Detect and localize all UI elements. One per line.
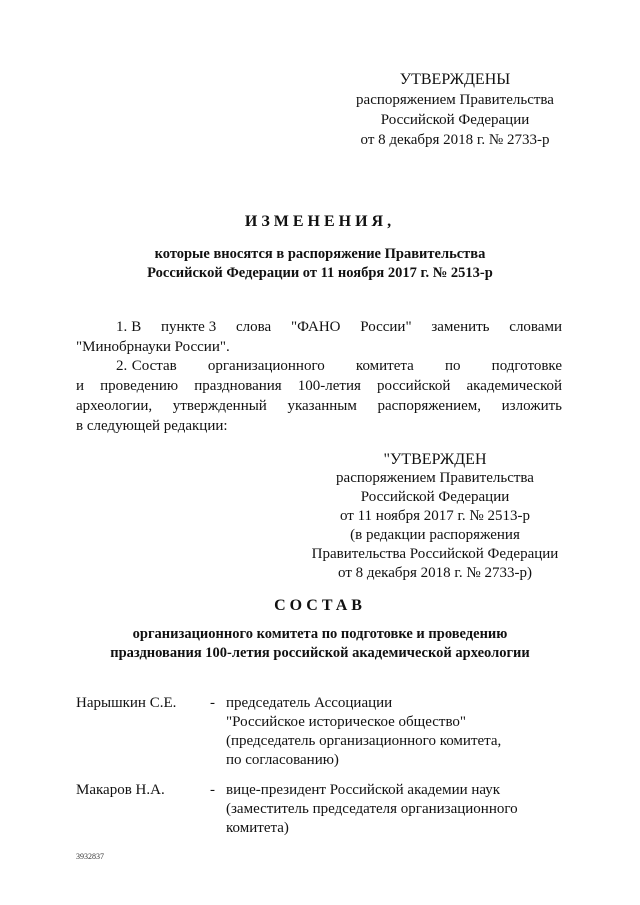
approved-quote-block: [300, 450, 570, 583]
changes-subtitle: [120, 245, 520, 283]
member-name: Макаров Н.А.: [76, 782, 165, 798]
changes-title: ИЗМЕНЕНИЯ,: [244, 213, 396, 230]
document-number: 3932837: [76, 852, 104, 861]
member-role-line: вице-президент Российской академии наук: [226, 782, 501, 798]
member-dash: -: [210, 782, 215, 798]
member-role-line: (заместитель председателя организационного: [226, 801, 518, 817]
item-1-line: 1. В пункте 3 слова "ФАНО России" заменить словами: [116, 319, 562, 335]
member-role-line: "Российское историческое общество": [226, 714, 467, 730]
item-2-line: 2. Состав организационного комитета по подготовке: [116, 358, 562, 374]
approval-block: [340, 70, 570, 150]
approved-quote-line: распоряжением Правительства: [336, 470, 534, 486]
approved-quote-line: от 11 ноября 2017 г. № 2513-р: [340, 508, 530, 524]
approved-quote-line: от 8 декабря 2018 г. № 2733-р): [338, 565, 532, 581]
approval-line: от 8 декабря 2018 г. № 2733-р: [360, 132, 550, 148]
composition-subtitle: [90, 625, 550, 663]
member-role: [226, 694, 566, 770]
item-1-line: "Минобрнауки России".: [76, 339, 230, 355]
composition-subtitle-line: организационного комитета по подготовке и проведению: [132, 626, 508, 642]
item-2-line: и проведению празднования 100-летия российской академической: [76, 378, 562, 394]
approved-quote-line: Правительства Российской Федерации: [311, 546, 559, 562]
item-2-line: археологии, утвержденный указанным распоряжением, изложить: [76, 398, 562, 414]
member-role-line: комитета): [226, 820, 289, 836]
approved-quote-line: Российской Федерации: [360, 489, 510, 505]
approval-heading: УТВЕРЖДЕНЫ: [399, 71, 511, 88]
member-role-line: (председатель организационного комитета,: [226, 733, 502, 749]
member-role-line: председатель Ассоциации: [226, 695, 393, 711]
member-name: Нарышкин С.Е.: [76, 695, 177, 711]
item-2-line: в следующей редакции:: [76, 418, 228, 434]
composition-subtitle-line: празднования 100-летия российской академической археологии: [110, 645, 530, 661]
item-1-paragraph: [76, 317, 562, 357]
approved-quote-heading: "УТВЕРЖДЕН: [383, 451, 487, 468]
changes-subtitle-line: которые вносятся в распоряжение Правительства: [154, 246, 486, 262]
member-role-line: по согласованию): [226, 752, 339, 768]
changes-subtitle-line: Российской Федерации от 11 ноября 2017 г. № 2513-р: [147, 265, 493, 281]
member-dash: -: [210, 695, 215, 711]
member-role: [226, 781, 566, 838]
approved-quote-line: (в редакции распоряжения: [350, 527, 520, 543]
approval-line: Российской Федерации: [380, 112, 530, 128]
approval-line: распоряжением Правительства: [356, 92, 554, 108]
item-2-paragraph: [76, 356, 562, 436]
composition-title: СОСТАВ: [274, 597, 366, 614]
